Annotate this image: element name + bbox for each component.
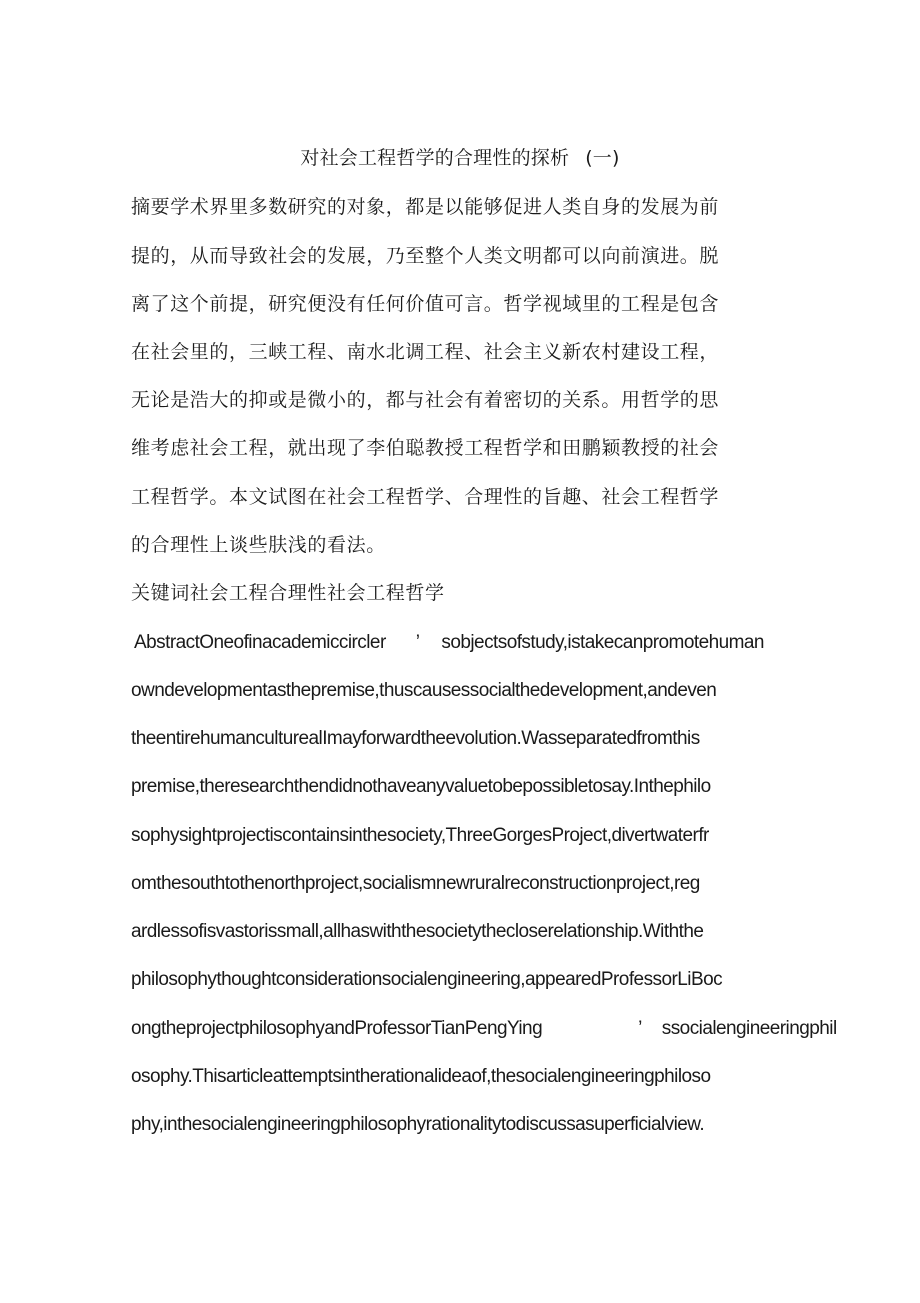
abstract-en-line: premise,theresearchthendidnothaveanyvaluetobepossibletosay.Inthephilo — [131, 776, 711, 797]
abstract-en-line: theentirehumanculturealImayforwardtheevolution.Wasseparatedfromthis — [131, 728, 700, 749]
abstract-en-line — [131, 1017, 837, 1041]
abstract-cn-line: 离了这个前提，研究便没有任何价值可言。哲学视域里的工程是包含 — [131, 293, 720, 315]
abstract-cn-line: 的合理性上谈些肤浅的看法。 — [131, 534, 386, 556]
abstract-en-text: AbstractOneofinacademiccircler — [134, 632, 386, 653]
title-part-number: (一) — [585, 147, 620, 169]
apostrophe: ’ — [638, 1018, 642, 1039]
abstract-cn-line: 在社会里的，三峡工程、南水北调工程、社会主义新农村建设工程， — [131, 341, 720, 363]
abstract-en-line: ardlessofisvastorissmall,allhaswiththesocietythecloserelationship.Withthe — [131, 921, 704, 942]
abstract-en-text: sobjectsofstudy,istakecanpromotehuman — [441, 632, 764, 653]
abstract-en-line: philosophythoughtconsiderationsocialengineering,appearedProfessorLiBoc — [131, 969, 723, 990]
abstract-en-line: phy,inthesocialengineeringphilosophyrationalitytodiscussasuperficialview. — [131, 1114, 705, 1135]
abstract-cn-line: 摘要学术界里多数研究的对象，都是以能够促进人类自身的发展为前 — [131, 196, 720, 218]
abstract-en-text: ssocialengineeringphil — [661, 1018, 837, 1039]
abstract-en-text: ongtheprojectphilosophyandProfessorTianPengYing — [131, 1018, 543, 1039]
keywords-cn: 关键词社会工程合理性社会工程哲学 — [131, 582, 445, 604]
abstract-en-line: sophysightprojectiscontainsinthesociety,ThreeGorgesProject,divertwaterfr — [131, 825, 709, 846]
abstract-en-line: omthesouthtothenorthproject,socialismnewruralreconstructionproject,reg — [131, 873, 700, 894]
apostrophe: ’ — [415, 632, 420, 653]
document-title — [0, 146, 920, 170]
abstract-en-line: osophy.Thisarticleattemptsintherationalideaof,thesocialengineeringphiloso — [131, 1066, 711, 1087]
abstract-cn-line: 工程哲学。本文试图在社会工程哲学、合理性的旨趣、社会工程哲学 — [131, 486, 720, 508]
abstract-cn-line: 无论是浩大的抑或是微小的，都与社会有着密切的关系。用哲学的思 — [131, 389, 720, 411]
abstract-en-line — [134, 631, 764, 655]
abstract-cn-line: 维考虑社会工程，就出现了李伯聪教授工程哲学和田鹏颖教授的社会 — [131, 437, 720, 459]
abstract-en-line: owndevelopmentasthepremise,thuscausessocialthedevelopment,andeven — [131, 680, 717, 701]
abstract-cn-line: 提的，从而导致社会的发展，乃至整个人类文明都可以向前演进。脱 — [131, 245, 720, 267]
title-main-text: 对社会工程哲学的合理性的探析 — [300, 147, 570, 169]
